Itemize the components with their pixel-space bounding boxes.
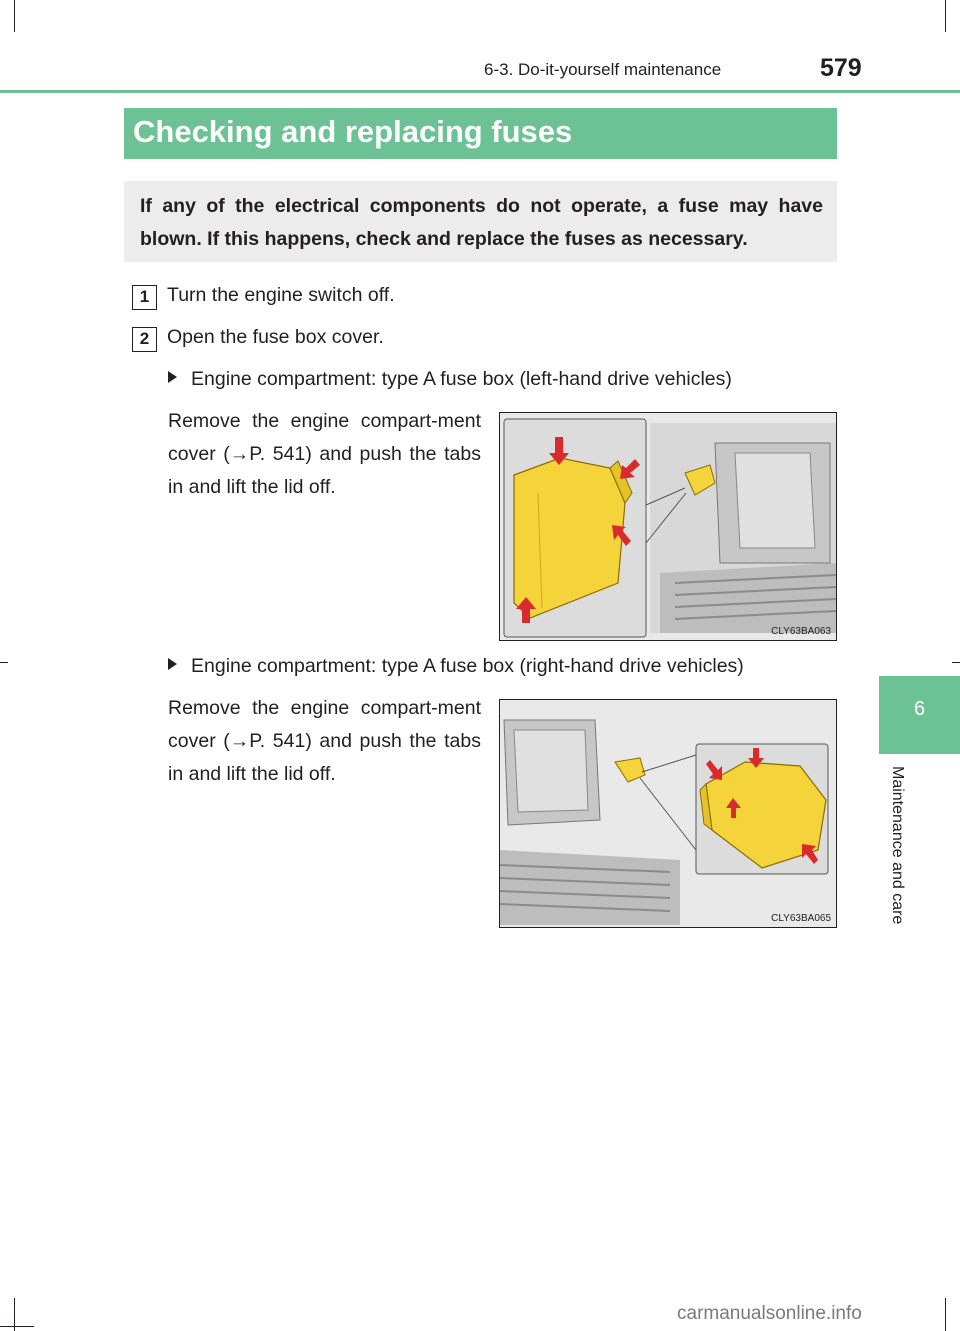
- step-text: Turn the engine switch off.: [167, 284, 395, 306]
- bullet-heading-lhd: [168, 368, 732, 391]
- figure-code: CLY63BA065: [771, 913, 831, 924]
- engine-compartment-illustration: [500, 700, 837, 928]
- engine-compartment-illustration: [500, 413, 837, 641]
- instruction-paragraph-rhd: Remove the engine compart-ment cover (→P. 541) and push the tabs in and lift the lid off.: [168, 697, 481, 785]
- page-number: 579: [820, 54, 862, 82]
- step-number: 1: [132, 285, 157, 310]
- bullet-heading-rhd: [168, 655, 744, 678]
- crop-mark-bottom-left-h: [0, 1326, 34, 1327]
- intro-text: If any of the electrical components do not operate, a fuse may have blown. If this happens, check and replace the fuses as necessary.: [140, 195, 823, 250]
- intro-box: [124, 181, 837, 262]
- page-title: Checking and replacing fuses: [124, 108, 837, 159]
- fuse-box-figure-rhd: [499, 699, 837, 928]
- step-text: Open the fuse box cover.: [167, 326, 384, 348]
- fuse-box-figure-lhd: [499, 412, 837, 641]
- triangle-bullet-icon: [168, 371, 177, 383]
- instruction-paragraph-lhd: Remove the engine compart-ment cover (→P. 541) and push the tabs in and lift the lid off.: [168, 410, 481, 498]
- crop-mark-top-left: [14, 0, 15, 32]
- step-number: 2: [132, 327, 157, 352]
- crop-mark-mid-right: [952, 662, 960, 663]
- chapter-number: 6: [913, 698, 926, 720]
- triangle-bullet-icon: [168, 658, 177, 670]
- figure-code: CLY63BA063: [771, 626, 831, 637]
- chapter-label: Maintenance and care: [889, 766, 906, 925]
- bullet-heading-text: Engine compartment: type A fuse box (left-hand drive vehicles): [191, 368, 732, 390]
- crop-mark-top-right: [945, 0, 946, 32]
- crop-mark-mid-left: [0, 662, 8, 663]
- watermark: carmanualsonline.info: [677, 1303, 862, 1324]
- crop-mark-bottom-right: [945, 1298, 946, 1331]
- bullet-heading-text: Engine compartment: type A fuse box (right-hand drive vehicles): [191, 655, 744, 677]
- header-rule: [0, 90, 960, 93]
- chapter-tab: [879, 676, 960, 754]
- running-header: 6-3. Do-it-yourself maintenance: [484, 60, 722, 79]
